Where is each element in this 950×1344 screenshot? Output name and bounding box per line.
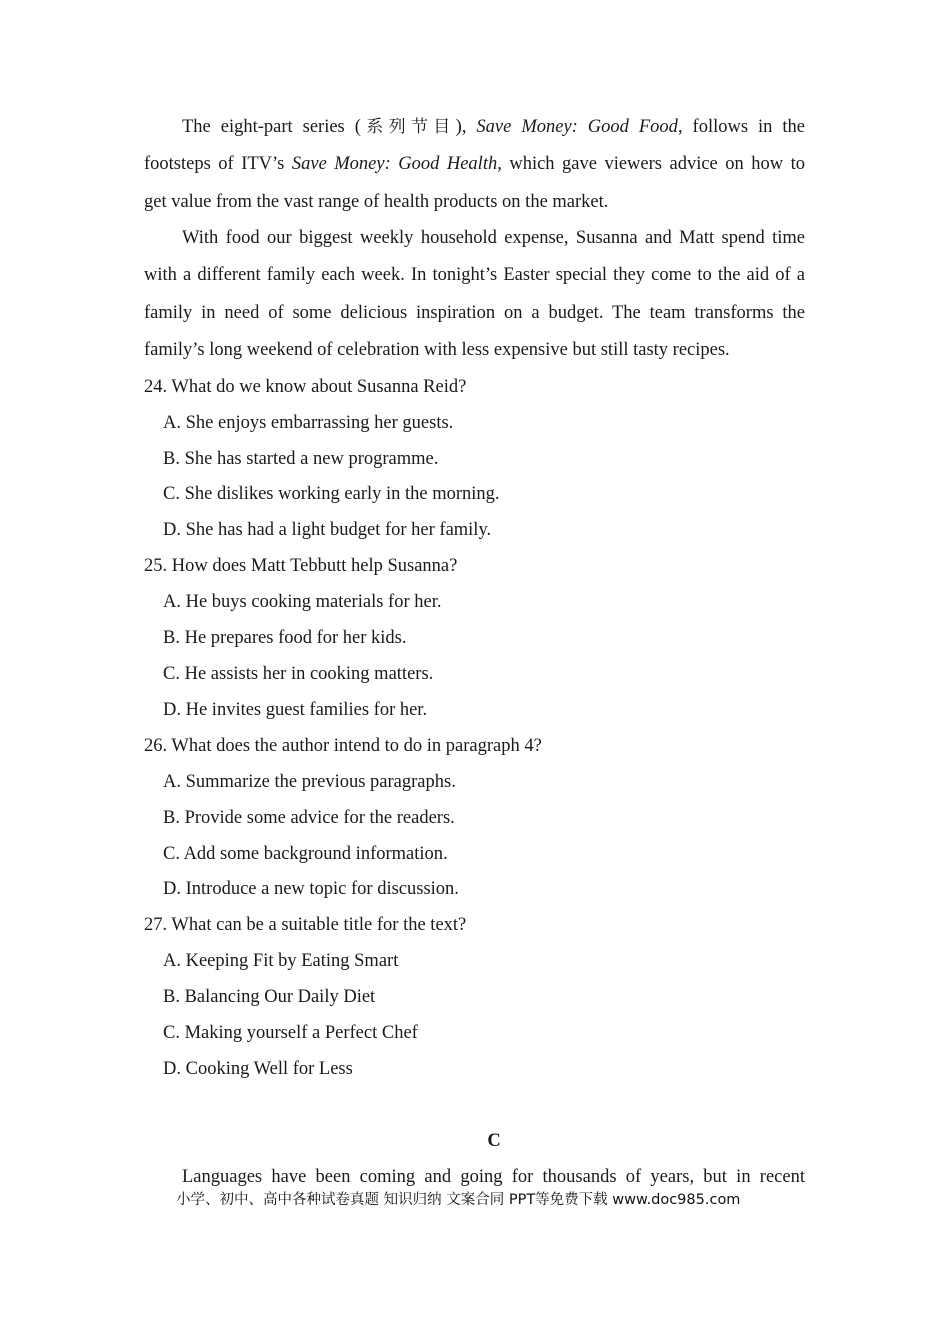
text-span: ), — [455, 117, 477, 137]
question-25-option-b: B. He prepares food for her kids. — [163, 628, 407, 648]
show-title: Save Money: Good Health — [291, 154, 498, 175]
paragraph-1-line-2 — [144, 146, 805, 183]
question-24-option-b: B. She has started a new programme. — [163, 449, 439, 469]
question-25-stem: 25. How does Matt Tebbutt help Susanna? — [144, 556, 458, 576]
question-24-option-a: A. She enjoys embarrassing her guests. — [163, 413, 454, 433]
question-27-option-d: D. Cooking Well for Less — [163, 1059, 353, 1079]
footer-advert: 小学、初中、高中各种试卷真题 知识归纳 文案合同 PPT等免费下载 www.doc985.com — [176, 1192, 741, 1208]
question-26-option-d: D. Introduce a new topic for discussion. — [163, 879, 459, 899]
question-24-option-c: C. She dislikes working early in the morning. — [163, 484, 500, 504]
question-24-option-d: D. She has had a light budget for her family. — [163, 520, 492, 540]
paragraph-2-line-2: with a different family each week. In tonight’s Easter special they come to the aid of a — [144, 265, 805, 286]
passage-paragraph-2 — [144, 220, 805, 369]
paragraph-1-line-1 — [144, 109, 805, 146]
question-25-option-a: A. He buys cooking materials for her. — [163, 592, 442, 612]
passage-paragraph-1 — [144, 109, 805, 221]
text-span: The eight-part series ( — [182, 117, 361, 137]
show-title: Save Money: Good Food — [476, 117, 678, 137]
paragraph-1-line-3: get value from the vast range of health products on the market. — [144, 191, 609, 212]
question-25-option-d: D. He invites guest families for her. — [163, 700, 428, 720]
text-span: , which gave viewers advice on how to — [497, 154, 805, 175]
question-26-stem: 26. What does the author intend to do in paragraph 4? — [144, 736, 542, 756]
text-span: footsteps of ITV’s — [144, 154, 292, 175]
question-27-option-c: C. Making yourself a Perfect Chef — [163, 1023, 418, 1043]
question-27-option-a: A. Keeping Fit by Eating Smart — [163, 951, 399, 971]
question-27-stem: 27. What can be a suitable title for the text? — [144, 915, 467, 935]
question-25-option-c: C. He assists her in cooking matters. — [163, 664, 434, 684]
question-27-option-b: B. Balancing Our Daily Diet — [163, 987, 376, 1007]
paragraph-2-line-4: family’s long weekend of celebration with less expensive but still tasty recipes. — [144, 339, 730, 360]
section-c-heading: C — [487, 1131, 501, 1151]
section-c-first-line: Languages have been coming and going for thousands of years, but in recent — [182, 1167, 805, 1187]
question-26-option-c: C. Add some background information. — [163, 844, 448, 864]
question-26-option-b: B. Provide some advice for the readers. — [163, 808, 455, 828]
paragraph-2-line-3: family in need of some delicious inspiration on a budget. The team transforms the — [144, 302, 805, 323]
paragraph-2-line-1: With food our biggest weekly household expense, Susanna and Matt spend time — [182, 228, 805, 248]
chinese-gloss: 系列节目 — [360, 117, 456, 137]
text-span: , follows in the — [677, 117, 805, 137]
question-24-stem: 24. What do we know about Susanna Reid? — [144, 377, 467, 397]
question-26-option-a: A. Summarize the previous paragraphs. — [163, 772, 456, 792]
